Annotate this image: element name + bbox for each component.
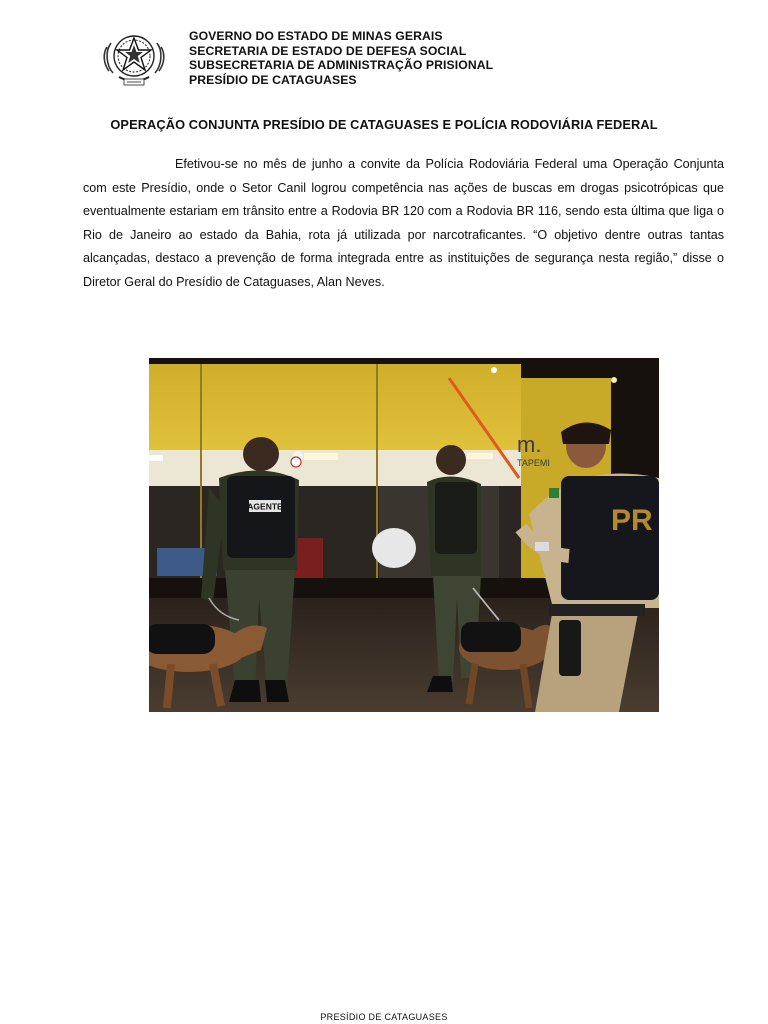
bus-logo: m.	[517, 432, 542, 457]
agent-vest-label: AGENTE	[247, 501, 283, 512]
article-body: Efetivou-se no mês de junho a convite da Polícia Rodoviária Federal uma Operação Conjunta com este Presídio, onde o Setor Canil logrou competência nas ações de buscas em drogas psicotrópicas que eventualmente estariam em trânsito entre a Rodovia BR 120 com a Rodovia BR 116, sendo esta última que liga o Rio de Janeiro ao estado da Bahia, rota já utilizada por narcotraficantes. “O objetivo dentre outras tantas alcançadas, destaco a prevenção de forma integrada entre as instituições de segurança nesta região,” disse o Diretor Geral do Presídio de Cataguases, Alan Neves.	[83, 157, 724, 289]
page-title: OPERAÇÃO CONJUNTA PRESÍDIO DE CATAGUASES E POLÍCIA RODOVIÁRIA FEDERAL	[110, 117, 658, 132]
header-prison-line: PRESÍDIO DE CATAGUASES	[189, 73, 357, 88]
header-subsecretariat-line: SUBSECRETARIA DE ADMINISTRAÇÃO PRISIONAL	[189, 58, 494, 73]
coat-of-arms-icon	[97, 29, 171, 91]
header-secretariat-line: SECRETARIA DE ESTADO DE DEFESA SOCIAL	[189, 43, 467, 58]
header-government-line: GOVERNO DO ESTADO DE MINAS GERAIS	[189, 29, 443, 43]
prf-vest-label: PR	[611, 504, 653, 537]
page-footer: PRESÍDIO DE CATAGUASES	[320, 1012, 448, 1022]
header-institution-lines	[189, 29, 493, 88]
operation-photo	[149, 358, 659, 712]
bus-lettering: TAPEMI	[517, 458, 550, 468]
